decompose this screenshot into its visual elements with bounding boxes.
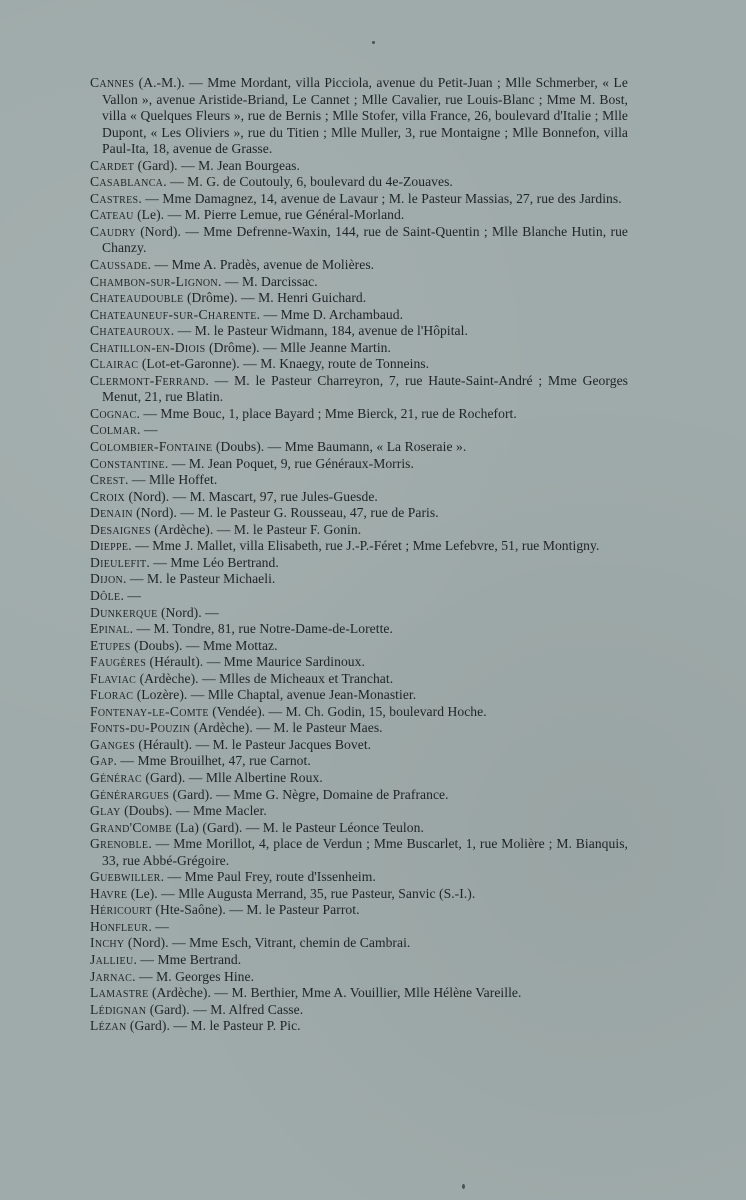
- city-name: Glay: [90, 803, 121, 819]
- list-item: [90, 605, 628, 622]
- city-name: Casablanca: [90, 174, 164, 190]
- city-name: Croix: [90, 488, 126, 504]
- entry-text: . —: [136, 422, 158, 438]
- city-name: Grenoble: [90, 836, 149, 852]
- entry-text: . — M. le Pasteur Charreyron, 7, rue Haute-Saint-André ; Mme Georges Menut, 21, rue Blatin.: [102, 372, 628, 405]
- city-name: Clairac: [90, 356, 139, 372]
- entry-text: . — Mme Paul Frey, route d'Issenheim.: [160, 869, 376, 885]
- city-name: Héricourt: [90, 902, 152, 918]
- entry-text: (Nord). —: [157, 604, 219, 620]
- entry-text: . — Mme J. Mallet, villa Elisabeth, rue J.-P.-Féret ; Mme Lefebvre, 51, rue Montigny.: [128, 538, 600, 554]
- entry-text: (Ardèche). — M. Berthier, Mme A. Vouillier, Mlle Hélène Vareille.: [148, 985, 522, 1001]
- list-item: [90, 869, 628, 886]
- list-item: [90, 174, 628, 191]
- list-item: [90, 290, 628, 307]
- entry-text: (Hte-Saône). — M. le Pasteur Parrot.: [151, 902, 360, 918]
- list-item: [90, 555, 628, 572]
- list-item: [90, 671, 628, 688]
- entry-text: . — Mme Brouilhet, 47, rue Carnot.: [113, 753, 311, 769]
- entry-text: . — M. G. de Coutouly, 6, boulevard du 4e-Zouaves.: [163, 174, 453, 190]
- entry-text: . — M. Georges Hine.: [132, 968, 255, 984]
- entry-text: (Nord). — M. Mascart, 97, rue Jules-Guesde.: [125, 488, 378, 504]
- city-name: Chateauroux: [90, 323, 171, 339]
- entry-text: . — Mlle Hoffet.: [125, 472, 218, 488]
- city-name: Denain: [90, 505, 133, 521]
- city-name: Inchy: [90, 935, 125, 951]
- city-name: Colmar: [90, 422, 137, 438]
- city-name: Guebwiller: [90, 869, 161, 885]
- list-item: [90, 274, 628, 291]
- list-item: [90, 356, 628, 373]
- city-name: Dieulefit: [90, 554, 147, 570]
- entry-text: . — M. le Pasteur Widmann, 184, avenue de l'Hôpital.: [170, 323, 468, 339]
- list-item: [90, 373, 628, 406]
- list-item: [90, 340, 628, 357]
- entry-text: (Doubs). — Mme Baumann, « La Roseraie ».: [212, 439, 467, 455]
- list-item: [90, 191, 628, 208]
- entry-text: (Hérault). — M. le Pasteur Jacques Bovet.: [134, 736, 372, 752]
- city-name: Cardet: [90, 157, 135, 173]
- entry-text: . — Mme A. Pradès, avenue de Molières.: [147, 257, 375, 273]
- city-name: Lézan: [90, 1018, 127, 1034]
- entry-text: (Le). — M. Pierre Lemue, rue Général-Morland.: [133, 207, 405, 223]
- list-item: [90, 571, 628, 588]
- list-item: [90, 753, 628, 770]
- list-item: [90, 737, 628, 754]
- speck-bottom: [462, 1184, 465, 1189]
- list-item: [90, 687, 628, 704]
- city-name: Dijon: [90, 571, 123, 587]
- list-item: [90, 919, 628, 936]
- entry-text: . — M. Tondre, 81, rue Notre-Dame-de-Lorette.: [129, 621, 393, 637]
- list-item: [90, 422, 628, 439]
- list-item: [90, 886, 628, 903]
- list-item: [90, 820, 628, 837]
- city-name: Caussade: [90, 257, 148, 273]
- list-item: [90, 522, 628, 539]
- city-name: Cateau: [90, 207, 134, 223]
- list-item: [90, 505, 628, 522]
- list-item: [90, 638, 628, 655]
- city-name: Jarnac: [90, 968, 133, 984]
- entry-text: (Vendée). — M. Ch. Godin, 15, boulevard Hoche.: [208, 703, 487, 719]
- entry-text: (Nord). — Mme Esch, Vitrant, chemin de Cambrai.: [124, 935, 411, 951]
- city-name: Fontenay-le-Comte: [90, 703, 209, 719]
- entry-text: (Gard). — Mme G. Nègre, Domaine de Prafrance.: [169, 786, 449, 802]
- list-item: [90, 472, 628, 489]
- entry-text: . — M. le Pasteur Michaeli.: [122, 571, 276, 587]
- city-name: Chambon-sur-Lignon: [90, 273, 218, 289]
- entry-text: . — Mme Damagnez, 14, avenue de Lavaur ; M. le Pasteur Massias, 27, rue des Jardins.: [138, 190, 622, 206]
- city-name: Dunkerque: [90, 604, 158, 620]
- list-item: [90, 803, 628, 820]
- city-name: Colombier-Fontaine: [90, 439, 213, 455]
- list-item: [90, 836, 628, 869]
- city-name: Honfleur: [90, 918, 149, 934]
- entry-text: (Lozère). — Mlle Chaptal, avenue Jean-Monastier.: [133, 687, 417, 703]
- city-name: Générac: [90, 769, 142, 785]
- city-name: Flaviac: [90, 670, 137, 686]
- city-name: Lamastre: [90, 985, 149, 1001]
- city-name: Epinal: [90, 621, 130, 637]
- list-item: [90, 1018, 628, 1035]
- entry-text: (Drôme). — Mlle Jeanne Martin.: [205, 339, 391, 355]
- city-name: Castres: [90, 190, 139, 206]
- entry-text: . — M. Darcissac.: [217, 273, 318, 289]
- entry-text: . —: [120, 587, 142, 603]
- entry-text: . — Mme Morillot, 4, place de Verdun ; Mme Buscarlet, 1, rue Molière ; M. Bianquis, 33, rue Abbé-Grégoire.: [102, 836, 628, 868]
- list-item: [90, 257, 628, 274]
- city-name: Lédignan: [90, 1001, 147, 1017]
- list-item: [90, 323, 628, 340]
- city-name: Grand'Combe: [90, 819, 172, 835]
- list-item: [90, 985, 628, 1002]
- list-item: [90, 952, 628, 969]
- city-name: Chatillon-en-Diois: [90, 339, 206, 355]
- list-item: [90, 720, 628, 737]
- entry-text: (Gard). — M. Alfred Casse.: [146, 1001, 304, 1017]
- list-item: [90, 770, 628, 787]
- list-item: [90, 75, 628, 158]
- list-item: [90, 704, 628, 721]
- entry-text: . — Mme D. Archambaud.: [256, 306, 404, 322]
- address-list: [90, 75, 628, 1035]
- entry-text: . — Mme Léo Bertrand.: [146, 554, 279, 570]
- city-name: Caudry: [90, 223, 136, 239]
- entry-text: (La) (Gard). — M. le Pasteur Léonce Teulon.: [171, 819, 424, 835]
- list-item: [90, 935, 628, 952]
- entry-text: (Drôme). — M. Henri Guichard.: [183, 290, 367, 306]
- entry-text: (Gard). — M. le Pasteur P. Pic.: [126, 1018, 301, 1034]
- entry-text: (Doubs). — Mme Mottaz.: [130, 637, 278, 653]
- list-item: [90, 538, 628, 555]
- list-item: [90, 787, 628, 804]
- city-name: Dieppe: [90, 538, 129, 554]
- list-item: [90, 969, 628, 986]
- entry-text: (Nord). — M. le Pasteur G. Rousseau, 47, rue de Paris.: [132, 505, 439, 521]
- list-item: [90, 588, 628, 605]
- entry-text: . — Mme Bertrand.: [133, 951, 242, 967]
- entry-text: (Nord). — Mme Defrenne-Waxin, 144, rue de Saint-Quentin ; Mlle Blanche Hutin, rue Chanzy.: [102, 223, 628, 256]
- entry-text: (Hérault). — Mme Maurice Sardinoux.: [146, 654, 365, 670]
- city-name: Dôle: [90, 587, 121, 603]
- list-item: [90, 489, 628, 506]
- entry-text: (Gard). — M. Jean Bourgeas.: [134, 157, 300, 173]
- city-name: Faugères: [90, 654, 147, 670]
- entry-text: . —: [148, 918, 169, 934]
- city-name: Ganges: [90, 736, 135, 752]
- entry-text: (A.-M.). — Mme Mordant, villa Picciola, avenue du Petit-Juan ; Mlle Schmerber, « Le Vallon », avenue Aristide-Briand, Le Cannet ; Mlle Cavalier, rue Louis-Blanc ; Mme M. Bost, villa « Quelques Fleurs », rue de Bernis ; Mlle Stofer, villa France, 26, boulevard d'Italie ; Mlle Dupont, « Les Oliviers », rue du Titien ; Mlle Muller, 3, rue Montaigne ; Mlle Bonnefon, villa Paul-Ita, 18, avenue de Grasse.: [102, 75, 628, 157]
- city-name: Chateauneuf-sur-Charente: [90, 306, 257, 322]
- city-name: Constantine: [90, 455, 165, 471]
- speck-top: [372, 41, 375, 44]
- city-name: Cognac: [90, 405, 137, 421]
- list-item: [90, 654, 628, 671]
- city-name: Gap: [90, 753, 114, 769]
- entry-text: (Ardèche). — M. le Pasteur F. Gonin.: [150, 521, 362, 537]
- entry-text: (Ardèche). — M. le Pasteur Maes.: [190, 720, 383, 736]
- entry-text: (Lot-et-Garonne). — M. Knaegy, route de Tonneins.: [138, 356, 430, 372]
- entry-text: . — Mme Bouc, 1, place Bayard ; Mme Bierck, 21, rue de Rochefort.: [136, 405, 517, 421]
- list-item: [90, 902, 628, 919]
- city-name: Fonts-du-Pouzin: [90, 720, 191, 736]
- entry-text: . — M. Jean Poquet, 9, rue Généraux-Morris.: [164, 455, 414, 471]
- entry-text: (Ardèche). — Mlles de Micheaux et Tranchat.: [136, 670, 394, 686]
- city-name: Clermont-Ferrand: [90, 372, 206, 388]
- list-item: [90, 621, 628, 638]
- city-name: Générargues: [90, 786, 170, 802]
- list-item: [90, 456, 628, 473]
- city-name: Etupes: [90, 637, 131, 653]
- city-name: Florac: [90, 687, 134, 703]
- city-name: Jallieu: [90, 951, 134, 967]
- list-item: [90, 307, 628, 324]
- city-name: Desaignes: [90, 521, 151, 537]
- list-item: [90, 224, 628, 257]
- city-name: Chateaudouble: [90, 290, 184, 306]
- entry-text: (Le). — Mlle Augusta Merrand, 35, rue Pasteur, Sanvic (S.-I.).: [127, 885, 476, 901]
- city-name: Crest: [90, 472, 126, 488]
- list-item: [90, 158, 628, 175]
- entry-text: (Gard). — Mlle Albertine Roux.: [141, 769, 323, 785]
- list-item: [90, 1002, 628, 1019]
- list-item: [90, 406, 628, 423]
- list-item: [90, 207, 628, 224]
- city-name: Havre: [90, 885, 128, 901]
- city-name: Cannes: [90, 75, 135, 90]
- list-item: [90, 439, 628, 456]
- entry-text: (Doubs). — Mme Macler.: [120, 803, 267, 819]
